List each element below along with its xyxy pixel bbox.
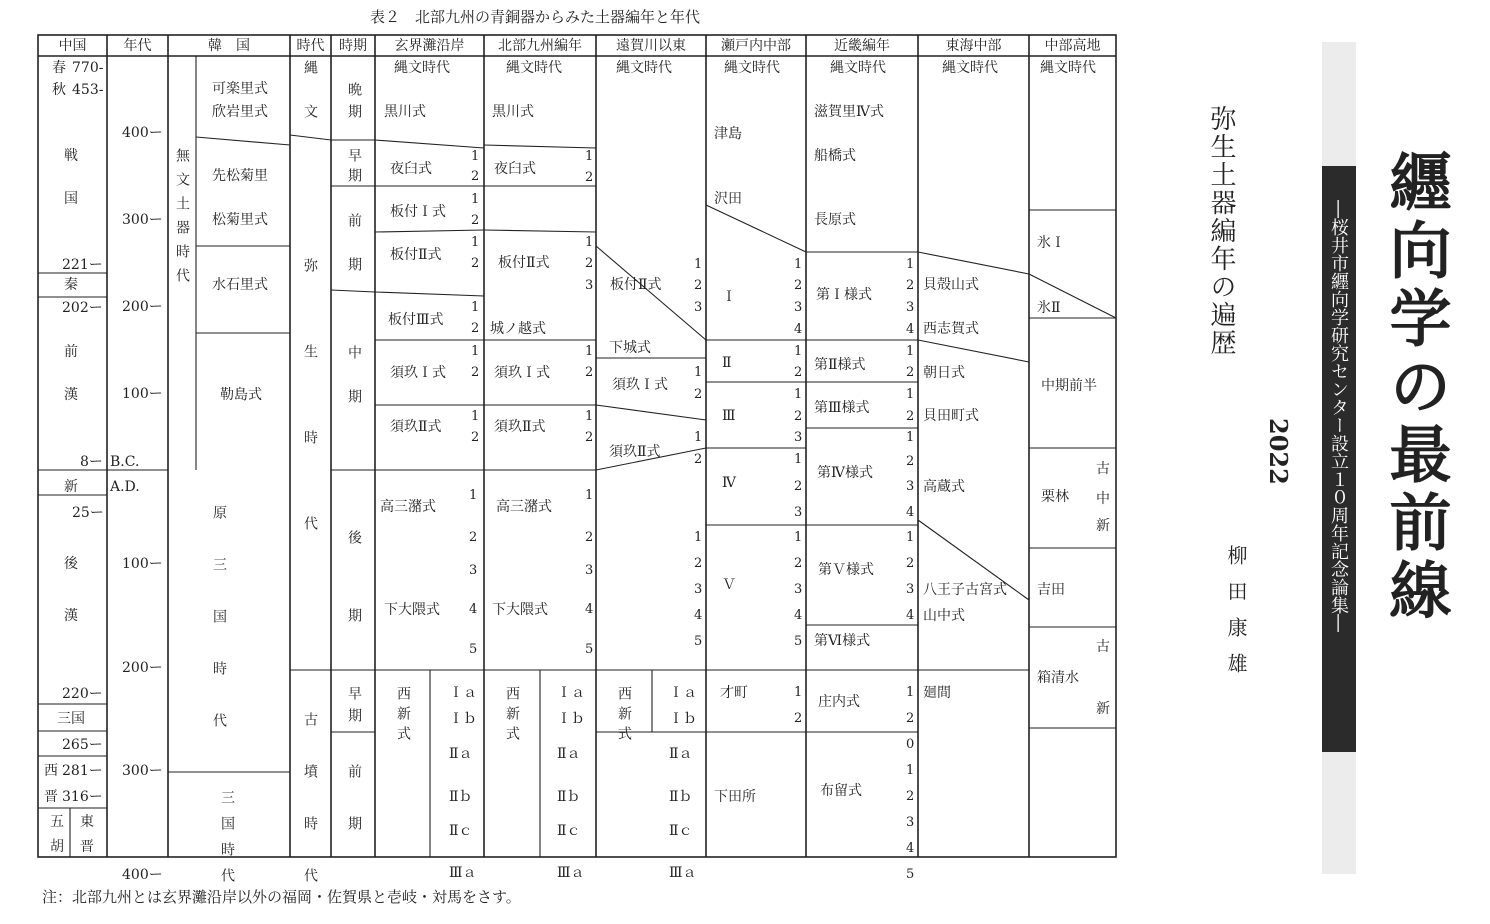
- sub-phase: Ⅱａ: [449, 746, 473, 762]
- sub-phase: Ⅱｃ: [557, 823, 581, 839]
- sub-number: 3: [906, 815, 915, 830]
- chubu-phase: 古: [1096, 639, 1110, 655]
- china-year: 202ー: [62, 300, 103, 316]
- sub-number: 2: [585, 256, 594, 271]
- jiki-souki2: 早期: [346, 686, 362, 730]
- sub-number: 0: [906, 737, 915, 752]
- sub-number: 1: [585, 149, 594, 164]
- sub-number: 1: [471, 149, 480, 164]
- year-tick: 100ー: [122, 386, 163, 402]
- sub-phase: Ⅲａ: [669, 865, 697, 881]
- sub-number: 4: [694, 608, 703, 623]
- genkai-type: 須玖Ｉ式: [390, 365, 446, 381]
- sub-number: 3: [794, 300, 803, 315]
- tokai-type: 西志賀式: [923, 321, 979, 337]
- china-year: 770-: [72, 60, 104, 76]
- author-name: 柳田康雄: [1224, 545, 1248, 689]
- sub-number: 1: [794, 685, 803, 700]
- sub-number: 4: [794, 322, 803, 337]
- sub-number: 2: [471, 365, 480, 380]
- china-label: 国: [64, 191, 78, 207]
- header-setouchi: 瀬戸内中部: [721, 38, 791, 54]
- tokai-type: 貝殻山式: [923, 277, 979, 293]
- hokubu-type: 須玖Ｉ式: [494, 365, 550, 381]
- korea-mumun: 無文土器時代: [174, 148, 190, 292]
- chubu-phase: 中: [1096, 491, 1110, 507]
- kinki-type: 滋賀里Ⅳ式: [814, 104, 884, 120]
- sub-number: 3: [906, 300, 915, 315]
- jiki-chuki: 中期: [346, 345, 362, 433]
- sub-number: 1: [906, 344, 915, 359]
- genkai-type: 下大隈式: [384, 602, 440, 618]
- sub-number: 3: [585, 278, 594, 293]
- sub-number: 2: [694, 387, 703, 402]
- china-label: 晋: [44, 789, 58, 805]
- sub-number: 3: [694, 300, 703, 315]
- publication-year: 2022: [1264, 418, 1293, 485]
- sub-number: 4: [469, 602, 478, 617]
- china-year: 220ー: [62, 686, 103, 702]
- table-note: 注：北部九州とは玄界灘沿岸以外の福岡・佐賀県と壱岐・対馬をさす。: [42, 888, 521, 906]
- sub-number: 1: [794, 257, 803, 272]
- year-tick: 200ー: [122, 660, 163, 676]
- sub-phase: Ⅱｂ: [449, 789, 473, 805]
- sub-number: 5: [585, 642, 594, 657]
- sub-number: 2: [585, 430, 594, 445]
- hokubu-type: 城ノ越式: [490, 321, 546, 337]
- onga-type: 須玖Ｉ式: [612, 377, 668, 393]
- sub-number: 1: [906, 387, 915, 402]
- chubu-type: 吉田: [1037, 582, 1065, 598]
- china-label: 胡: [50, 839, 64, 855]
- sub-phase: Ⅲａ: [449, 865, 477, 881]
- sub-number: 1: [906, 430, 915, 445]
- kinki-type: 第Ⅵ様式: [814, 633, 871, 649]
- tokai-type: 貝田町式: [923, 408, 979, 424]
- tokai-type: 山中式: [923, 608, 965, 624]
- china-label: 東: [80, 814, 94, 830]
- header-onga: 遠賀川以東: [616, 38, 686, 54]
- korea-type: 可楽里式: [212, 81, 268, 97]
- kinki-type: 第Ⅱ様式: [814, 357, 866, 373]
- china-label: 秋: [52, 82, 66, 98]
- header-hokubu: 北部九州編年: [498, 38, 582, 54]
- tokai-type: 八王子古宮式: [923, 582, 1007, 598]
- sub-number: 3: [906, 582, 915, 597]
- sub-phase: Ｉａ: [449, 685, 477, 701]
- header-korea: 韓 国: [208, 38, 250, 54]
- china-year: 281ー: [62, 763, 103, 779]
- setouchi-jomon: 縄文時代: [724, 60, 780, 76]
- jidai-kofun: 古墳時代: [302, 712, 318, 920]
- header-year: 年代: [123, 38, 152, 54]
- sub-number: 1: [694, 257, 703, 272]
- chubu-type: 氷Ⅱ: [1037, 300, 1061, 316]
- sub-number: 1: [906, 685, 915, 700]
- korea-type: 水石里式: [212, 277, 268, 293]
- china-label: 戦: [64, 148, 78, 164]
- onga-type: 須玖Ⅱ式: [609, 444, 661, 460]
- book-title: 纒向学の最前線: [1379, 150, 1452, 626]
- hokubu-type: 須玖Ⅱ式: [494, 419, 546, 435]
- tokai-type: 朝日式: [923, 365, 965, 381]
- jiki-zenki: 前期: [346, 213, 362, 301]
- sub-number: 3: [794, 582, 803, 597]
- sub-number: 2: [471, 321, 480, 336]
- sub-number: 2: [906, 278, 915, 293]
- chubu-phase: 古: [1096, 461, 1110, 477]
- china-year: 221ー: [62, 257, 103, 273]
- sub-number: 1: [585, 488, 594, 503]
- china-year: 25ー: [72, 505, 104, 521]
- sub-number: 1: [794, 344, 803, 359]
- sub-phase: Ⅱｂ: [669, 789, 693, 805]
- setouchi-type: 津島: [714, 126, 742, 142]
- china-label: 春: [52, 60, 66, 76]
- year-tick: 200ー: [122, 299, 163, 315]
- sub-number: 2: [906, 454, 915, 469]
- header-kinki: 近畿編年: [834, 38, 890, 54]
- article-title: 弥生土器編年の遍歴: [1206, 105, 1236, 357]
- chubu-type: 中期前半: [1041, 378, 1097, 394]
- kinki-type: 長原式: [814, 212, 856, 228]
- sub-number: 1: [469, 488, 478, 503]
- china-label: 前: [64, 344, 78, 360]
- tokai-jomon: 縄文時代: [942, 60, 998, 76]
- sub-number: 4: [906, 322, 915, 337]
- sub-phase: Ｉａ: [557, 685, 585, 701]
- sub-number: 2: [906, 556, 915, 571]
- setouchi-phase: Ⅳ: [722, 475, 736, 491]
- setouchi-phase: Ｖ: [722, 577, 736, 593]
- kinki-jomon: 縄文時代: [830, 60, 886, 76]
- genkai-type: 高三潴式: [380, 499, 436, 515]
- kinki-type: 第Ｉ様式: [816, 287, 872, 303]
- header-jidai: 時代: [296, 38, 325, 54]
- sub-number: 1: [471, 300, 480, 315]
- sub-number: 2: [471, 256, 480, 271]
- china-label: 三国: [57, 711, 85, 727]
- sub-phase: Ｉｂ: [449, 711, 477, 727]
- china-label: 西: [44, 763, 58, 779]
- sub-number: 2: [794, 479, 803, 494]
- korea-type: 松菊里式: [212, 212, 268, 228]
- hokubu-type: 板付Ⅱ式: [498, 255, 550, 271]
- kinki-type: 第Ｖ様式: [818, 562, 874, 578]
- setouchi-type: 沢田: [714, 191, 742, 207]
- sub-number: 1: [694, 430, 703, 445]
- tokai-type: 高蔵式: [923, 479, 965, 495]
- genkai-type: 板付Ⅲ式: [388, 312, 444, 328]
- sub-number: 2: [694, 556, 703, 571]
- sub-phase: Ｉｂ: [669, 711, 697, 727]
- sub-number: 2: [906, 711, 915, 726]
- sub-number: 2: [471, 430, 480, 445]
- sub-number: 5: [906, 867, 915, 882]
- sub-number: 1: [906, 763, 915, 778]
- genkai-type: 夜臼式: [390, 161, 432, 177]
- sub-number: 1: [694, 365, 703, 380]
- sub-number: 2: [694, 452, 703, 467]
- sub-phase: Ⅱｂ: [557, 789, 581, 805]
- setouchi-phase: Ⅲ: [722, 408, 736, 424]
- sub-number: 1: [794, 530, 803, 545]
- sub-number: 3: [469, 563, 478, 578]
- sub-phase: Ⅲａ: [557, 865, 585, 881]
- sub-number: 2: [469, 530, 478, 545]
- kinki-type: 庄内式: [818, 694, 860, 710]
- china-year: 453-: [72, 82, 104, 98]
- sub-number: 1: [794, 452, 803, 467]
- sub-number: 3: [694, 582, 703, 597]
- onga-type: 板付Ⅱ式: [610, 277, 662, 293]
- year-tick: 400ー: [122, 867, 163, 883]
- korea-type: 勒島式: [220, 387, 262, 403]
- chubu-jomon: 縄文時代: [1040, 60, 1096, 76]
- sub-number: 1: [585, 235, 594, 250]
- sub-number: 4: [585, 602, 594, 617]
- sub-number: 2: [794, 711, 803, 726]
- year-tick: 100ー: [122, 556, 163, 572]
- sub-number: 1: [794, 387, 803, 402]
- hokubu-type: 夜臼式: [494, 161, 536, 177]
- sub-number: 5: [694, 634, 703, 649]
- sub-number: 2: [794, 409, 803, 424]
- sub-number: 2: [794, 278, 803, 293]
- chubu-type: 栗林: [1041, 489, 1069, 505]
- jiki-kouki: 後期: [346, 530, 362, 686]
- sub-number: 1: [906, 257, 915, 272]
- sub-number: 4: [794, 608, 803, 623]
- book-subtitle: ―桜井市纒向学研究センター設立１０周年記念論集―: [1328, 200, 1349, 632]
- sub-number: 2: [906, 409, 915, 424]
- genkai-type: 須玖Ⅱ式: [390, 419, 442, 435]
- china-label: 新: [64, 479, 78, 495]
- genkai-nishijin: 西新式: [395, 686, 411, 746]
- china-year: 265ー: [62, 737, 103, 753]
- china-label: 後: [64, 556, 78, 572]
- kinki-type: 第Ⅲ様式: [814, 400, 870, 416]
- chubu-phase: 新: [1096, 701, 1110, 717]
- genkai-type: 板付Ⅱ式: [390, 247, 442, 263]
- sub-number: 2: [906, 365, 915, 380]
- kinki-type: 布留式: [820, 783, 862, 799]
- sub-phase: Ⅱｃ: [449, 823, 473, 839]
- sub-number: 2: [585, 365, 594, 380]
- sub-number: 1: [585, 344, 594, 359]
- header-genkai: 玄界灘沿岸: [394, 38, 465, 54]
- genkai-type: 板付Ｉ式: [390, 204, 446, 220]
- table-caption: 表２ 北部九州の青銅器からみた土器編年と年代: [370, 8, 701, 26]
- jiki-zenki2: 前期: [346, 764, 362, 868]
- sub-number: 5: [469, 642, 478, 657]
- sub-number: 2: [794, 556, 803, 571]
- sub-number: 4: [906, 841, 915, 856]
- onga-type: 下城式: [609, 340, 651, 356]
- china-label: 漢: [64, 608, 78, 624]
- sub-number: 3: [794, 505, 803, 520]
- sub-phase: Ⅱｃ: [669, 823, 693, 839]
- jiki-banki: 晩期: [346, 82, 362, 126]
- sub-number: 3: [906, 479, 915, 494]
- setouchi-type: 才町: [720, 685, 748, 701]
- china-year: 316ー: [62, 789, 103, 805]
- sub-phase: Ｉａ: [669, 685, 697, 701]
- korea-gensankoku: 原三国時代: [211, 505, 227, 765]
- sub-number: 2: [471, 169, 480, 184]
- setouchi-type: 下田所: [714, 789, 756, 805]
- year-tick: 300ー: [122, 763, 163, 779]
- sub-number: 2: [471, 213, 480, 228]
- chubu-type: 氷Ｉ: [1037, 235, 1065, 251]
- china-label: 秦: [64, 277, 78, 293]
- sub-number: 1: [471, 344, 480, 359]
- header-jiki: 時期: [339, 38, 367, 54]
- onga-nishijin: 西新式: [616, 686, 632, 746]
- sub-number: 1: [585, 409, 594, 424]
- jidai-jomon: 縄文: [302, 60, 318, 148]
- sub-number: 1: [471, 235, 480, 250]
- korea-type: 欣岩里式: [212, 104, 268, 120]
- onga-jomon: 縄文時代: [616, 60, 672, 76]
- sub-number: 1: [471, 192, 480, 207]
- kinki-type: 船橋式: [814, 148, 856, 164]
- year-tick: 400ー: [122, 125, 163, 141]
- year-tick: 300ー: [122, 212, 163, 228]
- header-chubu: 中部高地: [1044, 38, 1101, 54]
- hokubu-jomon: 縄文時代: [506, 60, 562, 76]
- year-ad: A.D.: [110, 479, 140, 495]
- setouchi-phase: Ⅱ: [722, 355, 732, 371]
- sub-phase: Ｉｂ: [557, 711, 585, 727]
- header-china: 中国: [58, 38, 87, 54]
- sub-number: 2: [694, 278, 703, 293]
- jiki-souki: 早期: [346, 148, 362, 188]
- hokubu-nishijin: 西新式: [504, 686, 520, 746]
- hokubu-type: 高三潴式: [496, 499, 552, 515]
- sub-number: 5: [794, 634, 803, 649]
- sub-number: 4: [906, 505, 915, 520]
- kinki-type: 第Ⅳ様式: [817, 465, 873, 481]
- sub-number: 2: [906, 789, 915, 804]
- sub-number: 3: [794, 430, 803, 445]
- sub-number: 1: [471, 409, 480, 424]
- sub-number: 2: [585, 170, 594, 185]
- korea-sangoku: 三国時代: [219, 790, 235, 894]
- year-bc: B.C.: [110, 454, 140, 470]
- hokubu-type: 下大隈式: [492, 602, 548, 618]
- china-label: 五: [50, 814, 64, 830]
- hokubu-type: 黒川式: [492, 104, 534, 120]
- korea-type: 先松菊里: [212, 168, 268, 184]
- sub-phase: Ⅱａ: [557, 746, 581, 762]
- genkai-jomon: 縄文時代: [394, 60, 450, 76]
- china-label: 晋: [80, 839, 94, 855]
- genkai-type: 黒川式: [384, 104, 426, 120]
- china-year: 8ー: [80, 454, 103, 470]
- sub-number: 1: [906, 530, 915, 545]
- sub-number: 2: [585, 530, 594, 545]
- chubu-phase: 新: [1096, 518, 1110, 534]
- sub-number: 1: [694, 530, 703, 545]
- tokai-type: 廻間: [923, 685, 951, 701]
- chubu-type: 箱清水: [1037, 670, 1079, 686]
- china-label: 漢: [64, 387, 78, 403]
- sub-number: 4: [906, 608, 915, 623]
- jidai-yayoi: 弥生時代: [302, 258, 318, 602]
- sub-number: 3: [585, 563, 594, 578]
- header-tokai: 東海中部: [945, 38, 1002, 54]
- sub-phase: Ⅱａ: [669, 746, 693, 762]
- setouchi-phase: Ｉ: [722, 289, 736, 305]
- sub-number: 2: [794, 365, 803, 380]
